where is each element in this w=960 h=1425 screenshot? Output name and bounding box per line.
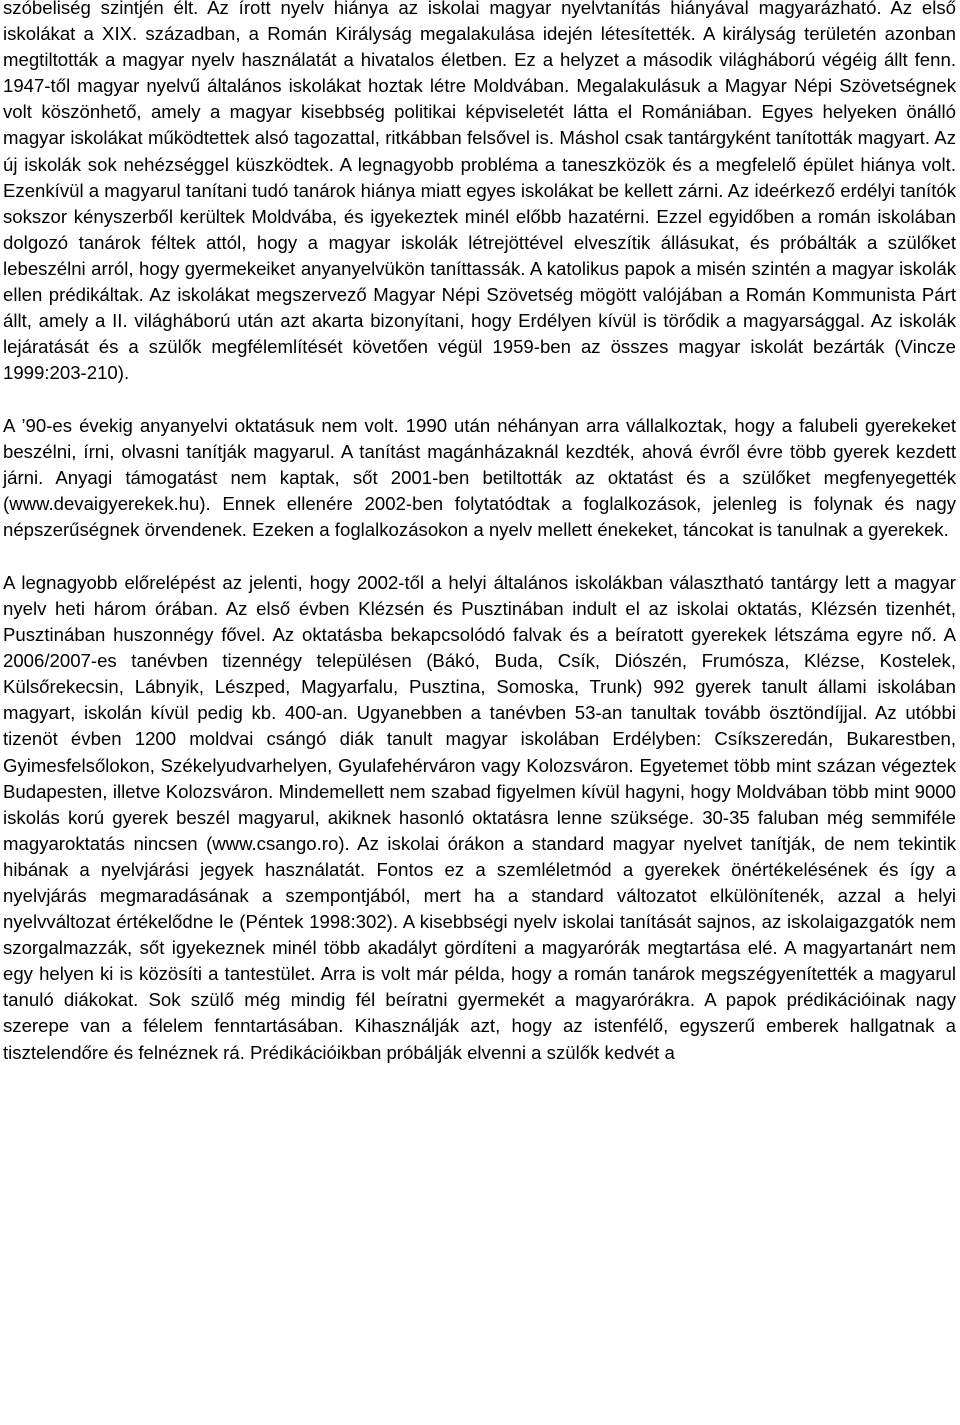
document-page <box>3 0 956 1066</box>
paragraph-1: szóbeliség szintjén élt. Az írott nyelv hiánya az iskolai magyar nyelvtanítás hiányával magyarázható. Az első iskolákat a XIX. században, a Román Királyság megalakulása idején létesítették. A királyság területén azonban megtiltották a magyar nyelv használatát a hivatalos életben. Ez a helyzet a második világháború végéig állt fenn. 1947-től magyar nyelvű általános iskolákat hoztak létre Moldvában. Megalakulásuk a Magyar Népi Szövetségnek volt köszönhető, amely a magyar kisebbség politikai képviseletét látta el Romániában. Egyes helyeken önálló magyar iskolákat működtettek alsó tagozattal, ritkábban felsővel is. Máshol csak tantárgyként tanították magyart. Az új iskolák sok nehézséggel küszködtek. A legnagyobb probléma a taneszközök és a megfelelő épület hiánya volt. Ezenkívül a magyarul tanítani tudó tanárok hiánya miatt egyes iskolákat be kellett zárni. Az ideérkező erdélyi tanítók sokszor kényszerből kerültek Moldvába, és igyekeztek minél előbb hazatérni. Ezzel egyidőben a román iskolában dolgozó tanárok féltek attól, hogy a magyar iskolák létrejöttével elveszítik állásukat, és próbálták a szülőket lebeszélni arról, hogy gyermekeiket anyanyelvükön taníttassák. A katolikus papok a misén szintén a magyar iskolák ellen prédikáltak. Az iskolákat megszervező Magyar Népi Szövetség mögött valójában a Román Kommunista Párt állt, amely a II. világháború után azt akarta bizonyítani, hogy Erdélyen kívül is törődik a magyarsággal. Az iskolák lejáratását és a szülők megfélemlítését követően végül 1959-ben az összes magyar iskolát bezárták (Vincze 1999:203-210). <box>3 0 956 384</box>
paragraph-gap <box>3 386 956 413</box>
paragraph-2: A ’90-es évekig anyanyelvi oktatásuk nem volt. 1990 után néhányan arra vállalkoztak, hogy a falubeli gyerekeket beszélni, írni, olvasni tanítják magyarul. A tanítást magánházaknál kezdték, ahová évről évre több gyerek kezdett járni. Anyagi támogatást nem kaptak, sőt 2001-ben betiltották az oktatást és a szülőket megfenyegették (www.devaigyerekek.hu). Ennek ellenére 2002-ben folytatódtak a foglalkozások, jelenleg is folynak és nagy népszerűségnek örvendenek. Ezeken a foglalkozásokon a nyelv mellett énekeket, táncokat is tanulnak a gyerekek. <box>3 414 956 541</box>
paragraph-3: A legnagyobb előrelépést az jelenti, hogy 2002-től a helyi általános iskolákban választható tantárgy lett a magyar nyelv heti három órában. Az első évben Klézsén és Pusztinában indult el az iskolai oktatás, Klézsén tizenhét, Pusztinában huszonnégy fővel. Az oktatásba bekapcsolódó falvak és a beíratott gyerekek létszáma egyre nő. A 2006/2007-es tanévben tizennégy településen (Bákó, Buda, Csík, Diószén, Frumósza, Klézse, Kostelek, Külsőrekecsin, Lábnyik, Lészped, Magyarfalu, Pusztina, Somoska, Trunk) 992 gyerek tanult állami iskolában magyart, iskolán kívül pedig kb. 400-an. Ugyanebben a tanévben 53-an tanultak tovább ösztöndíjjal. Az utóbbi tizenöt évben 1200 moldvai csángó diák tanult magyar iskolában Erdélyben: Csíkszeredán, Bukarestben, Gyimesfelsőlokon, Székelyudvarhelyen, Gyulafehérváron vagy Kolozsváron. Egyetemet több mint százan végeztek Budapesten, illetve Kolozsváron. Mindemellett nem szabad figyelmen kívül hagyni, hogy Moldvában több mint 9000 iskolás korú gyerek beszél magyarul, akiknek hasonló oktatásra lenne szüksége. 30-35 faluban még semmiféle magyaroktatás nincsen (www.csango.ro). Az iskolai órákon a standard magyar nyelvet tanítják, de nem tekintik hibának a nyelvjárási jegyek használatát. Fontos ez a szemléletmód a gyerekek önértékelésének és így a nyelvjárás megmaradásának a szempontjából, mert ha a standard változatot elkülönítenék, azzal a helyi nyelvváltozat értékelődne le (Péntek 1998:302). A kisebbségi nyelv iskolai tanítását sajnos, az iskolaigazgatók nem szorgalmazzák, sőt igyekeznek minél több akadályt gördíteni a magyarórák megtartása elé. A magyartanárt nem egy helyen ki is közösíti a tantestület. Arra is volt már példa, hogy a román tanárok megszégyenítették a magyarul tanuló diákokat. Sok szülő még mindig fél beíratni gyermekét a magyarórákra. A papok prédikációinak nagy szerepe van a félelem fenntartásában. Kihasználják azt, hogy az istenfélő, egyszerű emberek hallgatnak a tisztelendőre és felnéznek rá. Prédikációikban próbálják elvenni a szülők kedvét a <box>3 571 956 1063</box>
paragraph-gap <box>3 543 956 570</box>
